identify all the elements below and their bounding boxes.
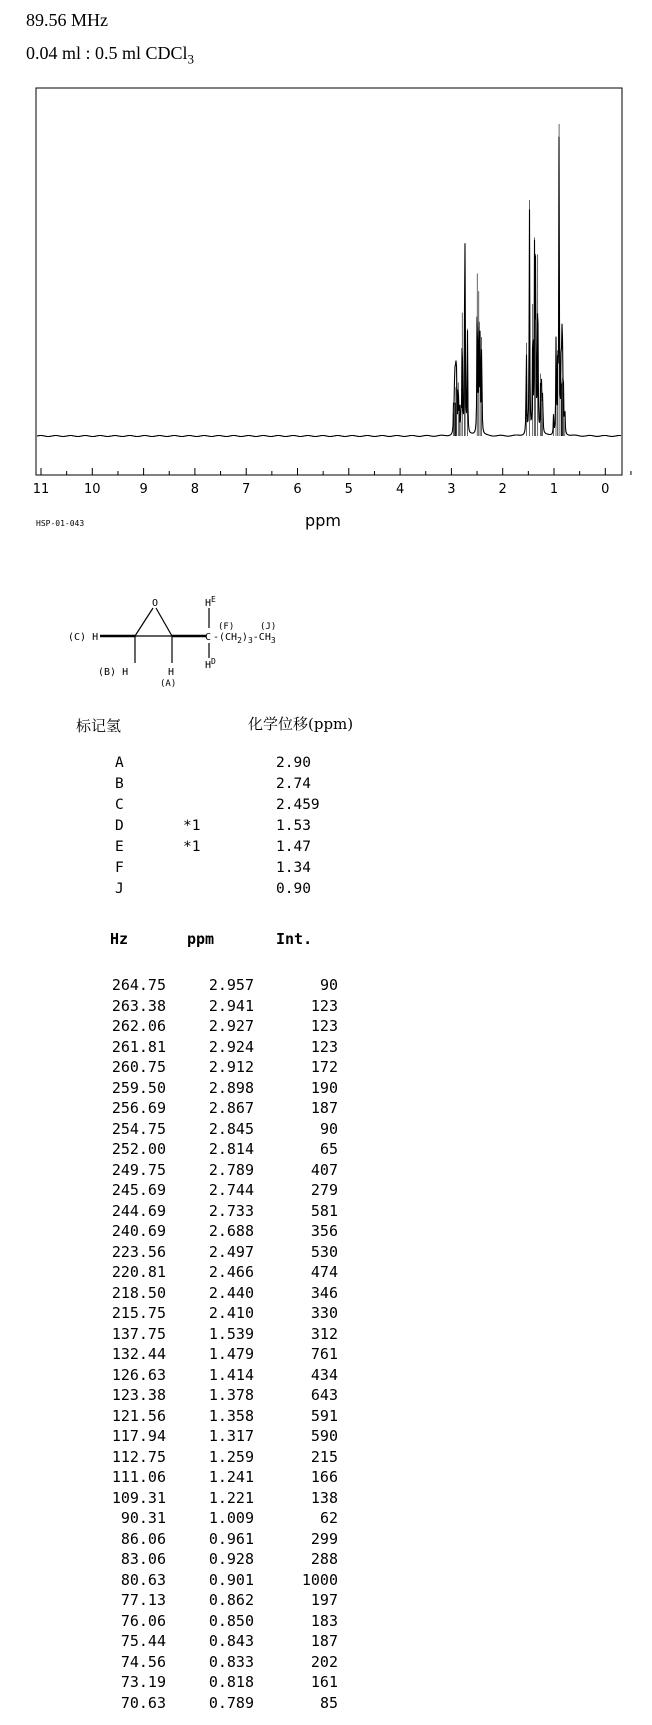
molecule-structure: [60, 590, 320, 700]
peak-hz: 259.50: [111, 1078, 166, 1097]
peak-row: [90, 1611, 338, 1632]
x-tick-label: 0: [601, 482, 610, 497]
peak-int: 90: [319, 1119, 338, 1138]
peak-hz: 126.63: [111, 1365, 166, 1384]
peak-hz: 252.00: [111, 1140, 166, 1158]
peak-hz: 256.69: [111, 1099, 166, 1117]
peak-row: [90, 1365, 338, 1386]
bond-ring-right: [156, 608, 172, 636]
peak-ppm: 0.850: [208, 1611, 254, 1630]
peak-row: [90, 1262, 338, 1283]
peak-row: [90, 1016, 338, 1037]
label-f: (F): [218, 622, 235, 632]
peak-int: 166: [310, 1468, 338, 1486]
he-atom: $H^E$: [205, 595, 216, 609]
peak-hz: 74.56: [120, 1652, 166, 1671]
assignment-label: B: [115, 776, 124, 792]
peak-ppm: 2.789: [208, 1160, 254, 1179]
peak-int: 138: [310, 1488, 338, 1507]
peak-ppm: 2.688: [208, 1222, 254, 1240]
peak-ppm: 2.845: [208, 1119, 254, 1138]
oxygen-atom: O: [152, 598, 159, 609]
peak-hz: 76.06: [120, 1611, 166, 1630]
peak-hz: 70.63: [120, 1693, 166, 1712]
assignment-note: *1: [183, 818, 201, 834]
x-tick-label: 8: [190, 482, 200, 497]
peak-int: 356: [310, 1222, 338, 1240]
peak-int: 123: [310, 1017, 338, 1035]
peak-hz: 77.13: [120, 1591, 166, 1609]
peak-int: 312: [310, 1324, 338, 1343]
peak-hz: 83.06: [120, 1550, 166, 1568]
peak-int: 183: [310, 1611, 338, 1630]
peak-ppm: 2.466: [208, 1263, 254, 1281]
peak-int: 530: [310, 1242, 338, 1261]
label-ch-left: (C) H: [68, 632, 99, 643]
x-tick-label: 6: [293, 482, 302, 497]
x-axis-tick-labels: [33, 482, 610, 497]
assignment-label: E: [115, 839, 124, 855]
peak-row: [90, 1508, 338, 1529]
peak-int: 65: [319, 1140, 338, 1158]
hd-atom: $H^D$: [205, 657, 216, 671]
x-tick-label: 3: [447, 482, 456, 497]
peak-hz: 137.75: [111, 1324, 166, 1343]
peak-row: [90, 1324, 338, 1345]
peak-row: [90, 1201, 338, 1222]
peak-row: [90, 975, 338, 996]
peak-row: [90, 1467, 338, 1488]
assignment-label: F: [115, 860, 124, 876]
peak-header-ppm: ppm: [187, 930, 215, 948]
peak-row: [90, 1549, 338, 1570]
x-tick-label: 2: [498, 482, 507, 497]
peak-ppm: 2.898: [208, 1078, 254, 1097]
peak-row: [90, 1590, 338, 1611]
peak-header-hz: Hz: [110, 930, 129, 948]
peak-int: 202: [310, 1652, 338, 1671]
peak-hz: 263.38: [111, 996, 166, 1015]
peak-int: 1000: [301, 1570, 338, 1589]
peak-row: [90, 1447, 338, 1468]
peak-row: [90, 1221, 338, 1242]
peak-ppm: 1.539: [208, 1324, 254, 1343]
peak-hz: 123.38: [111, 1386, 166, 1404]
peak-hz: 80.63: [120, 1570, 166, 1589]
peak-int: 299: [310, 1529, 338, 1548]
peak-hz: 264.75: [111, 976, 166, 994]
assignment-shift: 1.34: [276, 860, 311, 876]
x-tick-label: 11: [32, 482, 50, 497]
peak-ppm: 2.912: [208, 1058, 254, 1076]
peak-row: [90, 1078, 338, 1099]
assignment-shift: 2.90: [276, 755, 311, 771]
peak-ppm: 0.843: [208, 1632, 254, 1650]
spectrum-code: HSP-01-043: [36, 519, 85, 528]
peak-row: [90, 1057, 338, 1078]
peak-int: 288: [310, 1550, 338, 1568]
solvent-text: 0.04 ml : 0.5 ml CDCl: [26, 43, 188, 63]
peak-row: [90, 1529, 338, 1550]
peak-int: 187: [310, 1632, 338, 1650]
assignment-shift: 2.74: [276, 776, 311, 792]
peak-marks: [454, 124, 565, 436]
peak-ppm: 2.440: [208, 1283, 254, 1302]
peak-row: [90, 1631, 338, 1652]
peak-ppm: 2.941: [208, 996, 254, 1015]
peak-ppm: 0.901: [208, 1570, 254, 1589]
peak-ppm: 2.867: [208, 1099, 254, 1117]
peak-row: [90, 1283, 338, 1304]
carbon-atom: C: [205, 632, 212, 643]
peak-ppm: 2.957: [208, 976, 254, 994]
peak-hz: 132.44: [111, 1345, 166, 1363]
peak-hz: 223.56: [111, 1242, 166, 1261]
peak-header-int: Int.: [276, 930, 313, 948]
peak-int: 123: [310, 996, 338, 1015]
peak-ppm: 0.789: [208, 1693, 254, 1712]
peak-hz: 220.81: [111, 1263, 166, 1281]
peak-ppm: 0.862: [208, 1591, 254, 1609]
peak-hz: 109.31: [111, 1488, 166, 1507]
peak-hz: 262.06: [111, 1017, 166, 1035]
peak-row: [90, 1693, 338, 1714]
peak-int: 279: [310, 1181, 338, 1199]
peak-ppm: 2.733: [208, 1201, 254, 1220]
assignment-note: *1: [183, 839, 201, 855]
peak-int: 123: [310, 1037, 338, 1056]
solvent-subscript: 3: [187, 51, 195, 67]
peak-ppm: 1.358: [208, 1406, 254, 1425]
assignment-shift: 2.459: [276, 797, 320, 813]
x-tick-label: 10: [84, 482, 101, 497]
x-tick-label: 9: [139, 482, 148, 497]
peak-int: 172: [310, 1058, 338, 1076]
peak-row: [90, 1160, 338, 1181]
assignment-label-header: 标记氢: [76, 717, 122, 735]
assignment-label: C: [115, 797, 124, 813]
peak-row: [90, 1037, 338, 1058]
peak-int: 643: [310, 1386, 338, 1404]
nmr-spectrum-chart: [0, 0, 652, 540]
chain-group: $-(CH_2)_3-CH_3$: [213, 632, 276, 645]
peak-hz: 244.69: [111, 1201, 166, 1220]
peak-hz: 215.75: [111, 1304, 166, 1322]
peak-int: 761: [310, 1345, 338, 1363]
peak-hz: 254.75: [111, 1119, 166, 1138]
peak-row: [90, 1344, 338, 1365]
x-axis-label: ppm: [305, 511, 341, 530]
peak-ppm: 2.497: [208, 1242, 254, 1261]
peak-int: 474: [310, 1263, 338, 1281]
peak-hz: 260.75: [111, 1058, 166, 1076]
peak-ppm: 1.221: [208, 1488, 254, 1507]
peak-ppm: 2.924: [208, 1037, 254, 1056]
assignment-shift: 0.90: [276, 881, 311, 897]
peak-row: [90, 1119, 338, 1140]
label-a: (A): [160, 679, 177, 689]
spectrum-line: [37, 137, 621, 437]
x-tick-label: 4: [395, 482, 405, 497]
peak-int: 215: [310, 1447, 338, 1466]
peak-ppm: 1.378: [208, 1386, 254, 1404]
peak-row: [90, 996, 338, 1017]
peak-int: 187: [310, 1099, 338, 1117]
peak-row: [90, 1303, 338, 1324]
peak-hz: 249.75: [111, 1160, 166, 1179]
peak-int: 90: [319, 976, 338, 994]
peak-hz: 240.69: [111, 1222, 166, 1240]
peak-int: 190: [310, 1078, 338, 1097]
peak-int: 346: [310, 1283, 338, 1302]
peak-hz: 111.06: [111, 1468, 166, 1486]
peak-ppm: 2.927: [208, 1017, 254, 1035]
peak-hz: 218.50: [111, 1283, 166, 1302]
label-j: (J): [260, 622, 277, 632]
peak-row: [90, 1672, 338, 1693]
peak-row: [90, 1180, 338, 1201]
peak-ppm: 1.414: [208, 1365, 254, 1384]
peak-ppm: 1.259: [208, 1447, 254, 1466]
assignment-label: D: [115, 818, 124, 834]
peak-ppm: 1.009: [208, 1509, 254, 1527]
peak-int: 85: [319, 1693, 338, 1712]
bond-ring-left: [135, 608, 153, 636]
peak-row: [90, 1426, 338, 1447]
peak-ppm: 1.479: [208, 1345, 254, 1363]
spectrometer-frequency: 89.56 MHz: [26, 10, 108, 30]
peak-ppm: 0.961: [208, 1529, 254, 1548]
peak-row: [90, 1098, 338, 1119]
peak-hz: 86.06: [120, 1529, 166, 1548]
ha-atom: H: [168, 667, 175, 678]
peak-hz: 75.44: [120, 1632, 166, 1650]
peak-ppm: 0.928: [208, 1550, 254, 1568]
peak-int: 197: [310, 1591, 338, 1609]
assignment-shift: 1.47: [276, 839, 311, 855]
peak-row: [90, 1139, 338, 1160]
peak-hz: 245.69: [111, 1181, 166, 1199]
peak-ppm: 1.317: [208, 1427, 254, 1445]
peak-int: 62: [319, 1509, 338, 1527]
peak-row: [90, 1570, 338, 1591]
label-hb: (B) H: [98, 667, 129, 678]
peak-int: 330: [310, 1304, 338, 1322]
x-axis-ticks: [41, 468, 631, 475]
x-tick-label: 5: [344, 482, 353, 497]
assignment-shift-header: 化学位移(ppm): [248, 715, 354, 733]
assignment-label: A: [115, 755, 124, 771]
peak-int: 434: [310, 1365, 338, 1384]
peak-int: 581: [310, 1201, 338, 1220]
peak-row: [90, 1242, 338, 1263]
peak-row: [90, 1385, 338, 1406]
peak-int: 590: [310, 1427, 338, 1445]
peak-int: 407: [310, 1160, 338, 1179]
x-tick-label: 1: [549, 482, 559, 497]
peak-hz: 112.75: [111, 1447, 166, 1466]
peak-table: [90, 975, 338, 1713]
peak-ppm: 0.833: [208, 1652, 254, 1671]
peak-ppm: 2.744: [208, 1181, 254, 1199]
peak-hz: 121.56: [111, 1406, 166, 1425]
peak-int: 591: [310, 1406, 338, 1425]
peak-row: [90, 1488, 338, 1509]
peak-ppm: 1.241: [208, 1468, 254, 1486]
peak-row: [90, 1406, 338, 1427]
peak-hz: 73.19: [120, 1673, 166, 1691]
peak-int: 161: [310, 1673, 338, 1691]
peak-hz: 261.81: [111, 1037, 166, 1056]
assignment-label: J: [115, 881, 124, 897]
x-tick-label: 7: [242, 482, 251, 497]
peak-row: [90, 1652, 338, 1673]
peak-hz: 117.94: [111, 1427, 166, 1445]
peak-ppm: 0.818: [208, 1673, 254, 1691]
peak-hz: 90.31: [120, 1509, 166, 1527]
peak-ppm: 2.410: [208, 1304, 254, 1322]
peak-ppm: 2.814: [208, 1140, 254, 1158]
assignment-shift: 1.53: [276, 818, 311, 834]
